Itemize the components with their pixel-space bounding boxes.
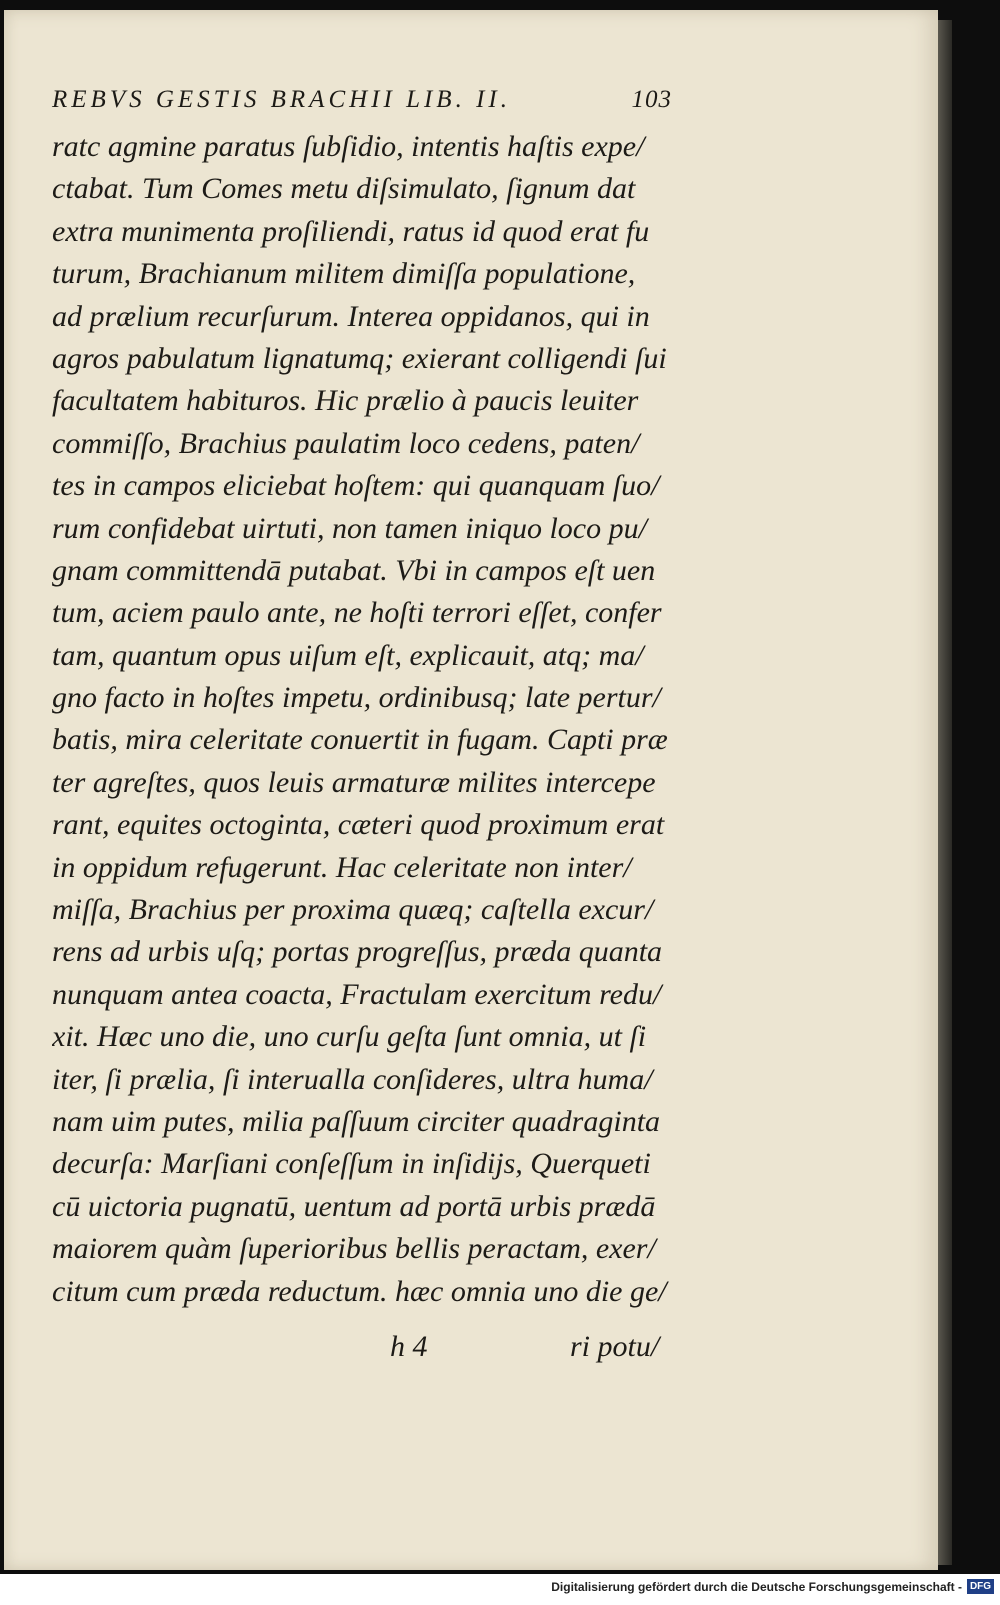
text-line: ter agreſtes, quos leuis armaturæ milites intercepe [52,765,656,799]
text-line: xit. Hæc uno die, uno curſu geſta ſunt omnia, ut ſi [52,1020,647,1054]
text-line: extra munimenta proſiliendi, ratus id quod erat fu [52,214,650,248]
text-line: nam uim putes, milia paſſuum circiter quadraginta [52,1104,661,1138]
signature-mark: h 4 [390,1330,428,1363]
text-line: rens ad urbis uſq; portas progreſſus, præda quanta [52,935,663,969]
text-line: ratc agmine paratus ſubſidio, intentis haſtis expe/ [52,130,645,163]
text-line: tes in campos eliciebat hoſtem: qui quanquam ſuo/ [52,469,660,503]
text-line: in oppidum refugerunt. Hac celeritate non inter/ [52,850,632,884]
text-line: turum, Brachianum militem dimiſſa populatione, [52,257,636,291]
text-line: citum cum præda reductum. hæc omnia uno die ge/ [52,1274,667,1308]
text-line: ctabat. Tum Comes metu diſsimulato, ſignum dat [52,172,636,206]
digitization-credit: Digitalisierung gefördert durch die Deutsche Forschungsgemeinschaft - [551,1580,962,1594]
text-line: gnam committendā putabat. Vbi in campos eſt uen [52,553,656,587]
text-line: commiſſo, Brachius paulatim loco cedens, paten/ [52,426,640,460]
running-title: REBVS GESTIS BRACHII LIB. II. [52,86,511,113]
catchword: ri potu/ [570,1330,660,1363]
text-line: batis, mira celeritate conuertit in fugam. Capti præ [52,723,668,757]
text-line: gno facto in hoſtes impetu, ordinibusq; late pertur/ [52,681,661,715]
folio-number: 103 [631,86,672,113]
text-line: nunquam antea coacta, Fractulam exercitum redu/ [52,977,662,1011]
text-line: tum, aciem paulo ante, ne hoſti terrori eſſet, confer [52,596,662,630]
text-line: maiorem quàm ſuperioribus bellis peractam, exer/ [52,1232,656,1266]
running-header [52,86,672,126]
text-line: rum confidebat uirtuti, non tamen iniquo loco pu/ [52,511,647,545]
text-line: miſſa, Brachius per proxima quæq; caſtella excur/ [52,893,654,927]
page-edge [938,20,952,1565]
text-line: decurſa: Marſiani conſeſſum in inſidijs, Querqueti [52,1147,651,1181]
text-line: cū uictoria pugnatū, uentum ad portā urbis prædā [52,1189,656,1223]
text-line: facultatem habituros. Hic prælio à paucis leuiter [52,384,639,418]
text-line: iter, ſi prælia, ſi interualla conſideres, ultra huma/ [52,1062,653,1096]
text-line: tam, quantum opus uiſum eſt, explicauit, atq; ma/ [52,638,644,672]
text-line: agros pabulatum lignatumq; exierant colligendi ſui [52,341,667,375]
body-text [52,126,682,1313]
text-line: rant, equites octoginta, cæteri quod proximum erat [52,808,665,842]
dfg-logo: DFG [967,1579,994,1594]
text-line: ad prælium recurſurum. Interea oppidanos, qui in [52,299,650,333]
